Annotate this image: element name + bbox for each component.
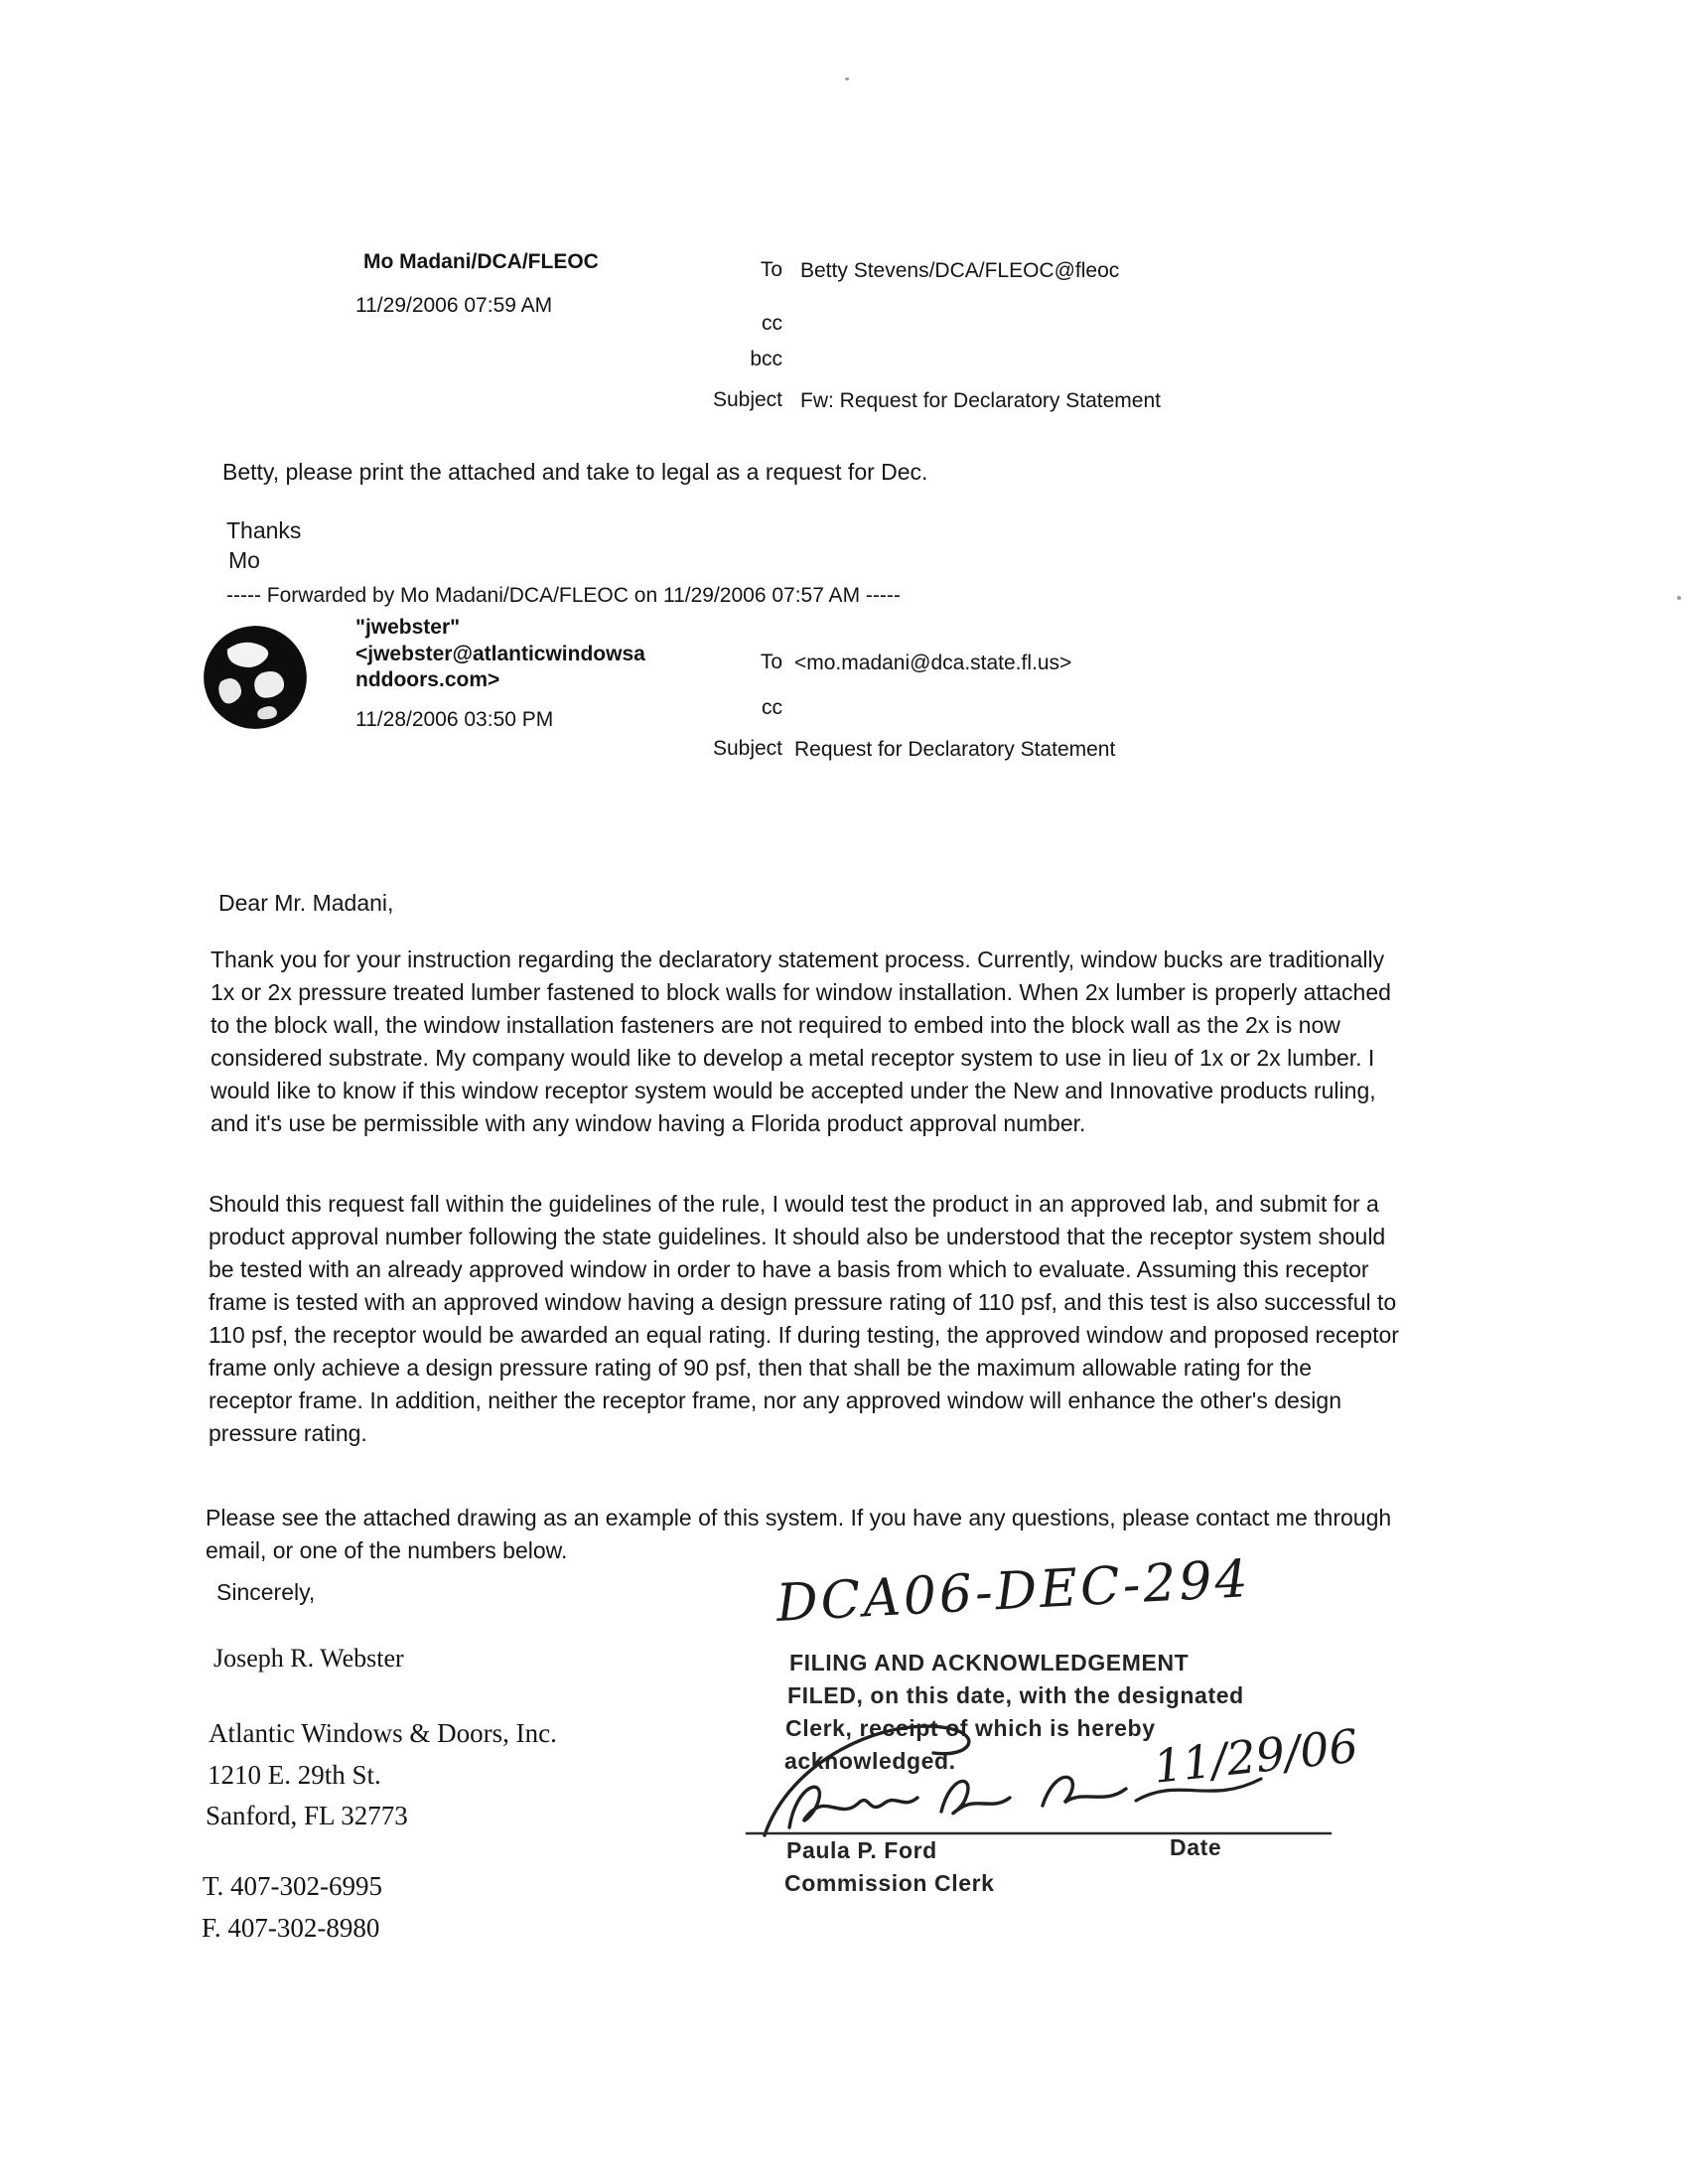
outer-bcc-label: bcc: [750, 348, 782, 370]
company-name: Atlantic Windows & Doors, Inc.: [209, 1718, 557, 1748]
inner-email-datetime: 11/28/2006 03:50 PM: [355, 708, 554, 731]
letter-salutation: Dear Mr. Madani,: [218, 890, 394, 916]
address-line2: Sanford, FL 32773: [206, 1801, 408, 1830]
letter-paragraph-3: Please see the attached drawing as an example of this system. If you have any questions, please contact me through email, or one of the numbers below.: [206, 1505, 1392, 1563]
inner-cc-label: cc: [762, 696, 782, 719]
stamp-line-3: Clerk, receipt of which is hereby: [785, 1715, 1156, 1741]
stamp-line-1: FILING AND ACKNOWLEDGEMENT: [789, 1650, 1190, 1675]
stamp-line-2: FILED, on this date, with the designated: [787, 1682, 1244, 1708]
signature-name: Joseph R. Webster: [213, 1644, 404, 1673]
scan-speck: [845, 77, 849, 80]
forward-separator: ----- Forwarded by Mo Madani/DCA/FLEOC on 11/29/2006 07:57 AM -----: [226, 584, 901, 607]
inner-to-label: To: [760, 651, 782, 673]
scan-speck: [1677, 596, 1681, 600]
outer-email-datetime: 11/29/2006 07:59 AM: [355, 294, 553, 317]
inner-subject-value: Request for Declaratory Statement: [794, 738, 1116, 761]
outer-email-signoff: Mo: [228, 547, 260, 573]
outer-email-body-line: Betty, please print the attached and take to legal as a request for Dec.: [222, 459, 928, 485]
inner-from-email-line2: nddoors.com>: [355, 668, 500, 691]
outer-cc-label: cc: [762, 312, 782, 335]
outer-to-label: To: [760, 258, 782, 281]
outer-to-value: Betty Stevens/DCA/FLEOC@fleoc: [800, 259, 1120, 282]
outer-email-thanks: Thanks: [226, 517, 302, 543]
outer-subject-value: Fw: Request for Declaratory Statement: [800, 389, 1161, 412]
letter-paragraph-2: Should this request fall within the guidelines of the rule, I would test the product in an approved lab, and submit for a product approval number following the state guidelines. It should also be understood that the receptor system should be tested with an already approved window in order to have a basis from which to evaluate. Assuming this receptor frame is tested with an approved window having a design pressure rating of 110 psf, and this test is also successful to 110 psf, the receptor would be awarded an equal rating. If during testing, the approved window and proposed receptor frame only achieve a design pressure rating of 90 psf, then that shall be the maximum allowable rating for the receptor frame. In addition, neither the receptor frame, nor any approved window will enhance the other's design pressure rating.: [209, 1191, 1399, 1446]
stamp-line-4: acknowledged.: [784, 1748, 956, 1774]
globe-icon: [202, 624, 309, 731]
address-line1: 1210 E. 29th St.: [208, 1760, 381, 1790]
clerk-name: Paula P. Ford: [786, 1837, 937, 1863]
inner-to-value: <mo.madani@dca.state.fl.us>: [794, 652, 1072, 674]
outer-subject-label: Subject: [712, 388, 782, 411]
date-label: Date: [1170, 1834, 1222, 1860]
outer-email-from: Mo Madani/DCA/FLEOC: [363, 250, 599, 273]
handwritten-case-number: DCA06-DEC-294: [774, 1549, 1252, 1634]
inner-subject-label: Subject: [712, 737, 782, 760]
inner-from-email-line1: <jwebster@atlanticwindowsa: [355, 643, 645, 665]
phone-number: T. 407-302-6995: [203, 1871, 382, 1901]
handwritten-date: 11/29/06: [1151, 1718, 1361, 1794]
fax-number: F. 407-302-8980: [202, 1913, 380, 1943]
clerk-title: Commission Clerk: [784, 1870, 995, 1896]
letter-paragraph-1: Thank you for your instruction regarding the declaratory statement process. Currently, window bucks are traditionally 1x or 2x pressure treated lumber fastened to block walls for window installation. When 2x lumber is properly attached to the block wall, the window installation fasteners are not required to embed into the block wall as the 2x is now considered substrate. My company would like to develop a metal receptor system to use in lieu of 1x or 2x lumber. I would like to know if this window receptor system would be accepted under the New and Innovative products ruling, and it's use be permissible with any window having a Florida product approval number.: [211, 946, 1391, 1136]
letter-closing: Sincerely,: [216, 1579, 316, 1605]
inner-from-name: "jwebster": [355, 616, 461, 639]
